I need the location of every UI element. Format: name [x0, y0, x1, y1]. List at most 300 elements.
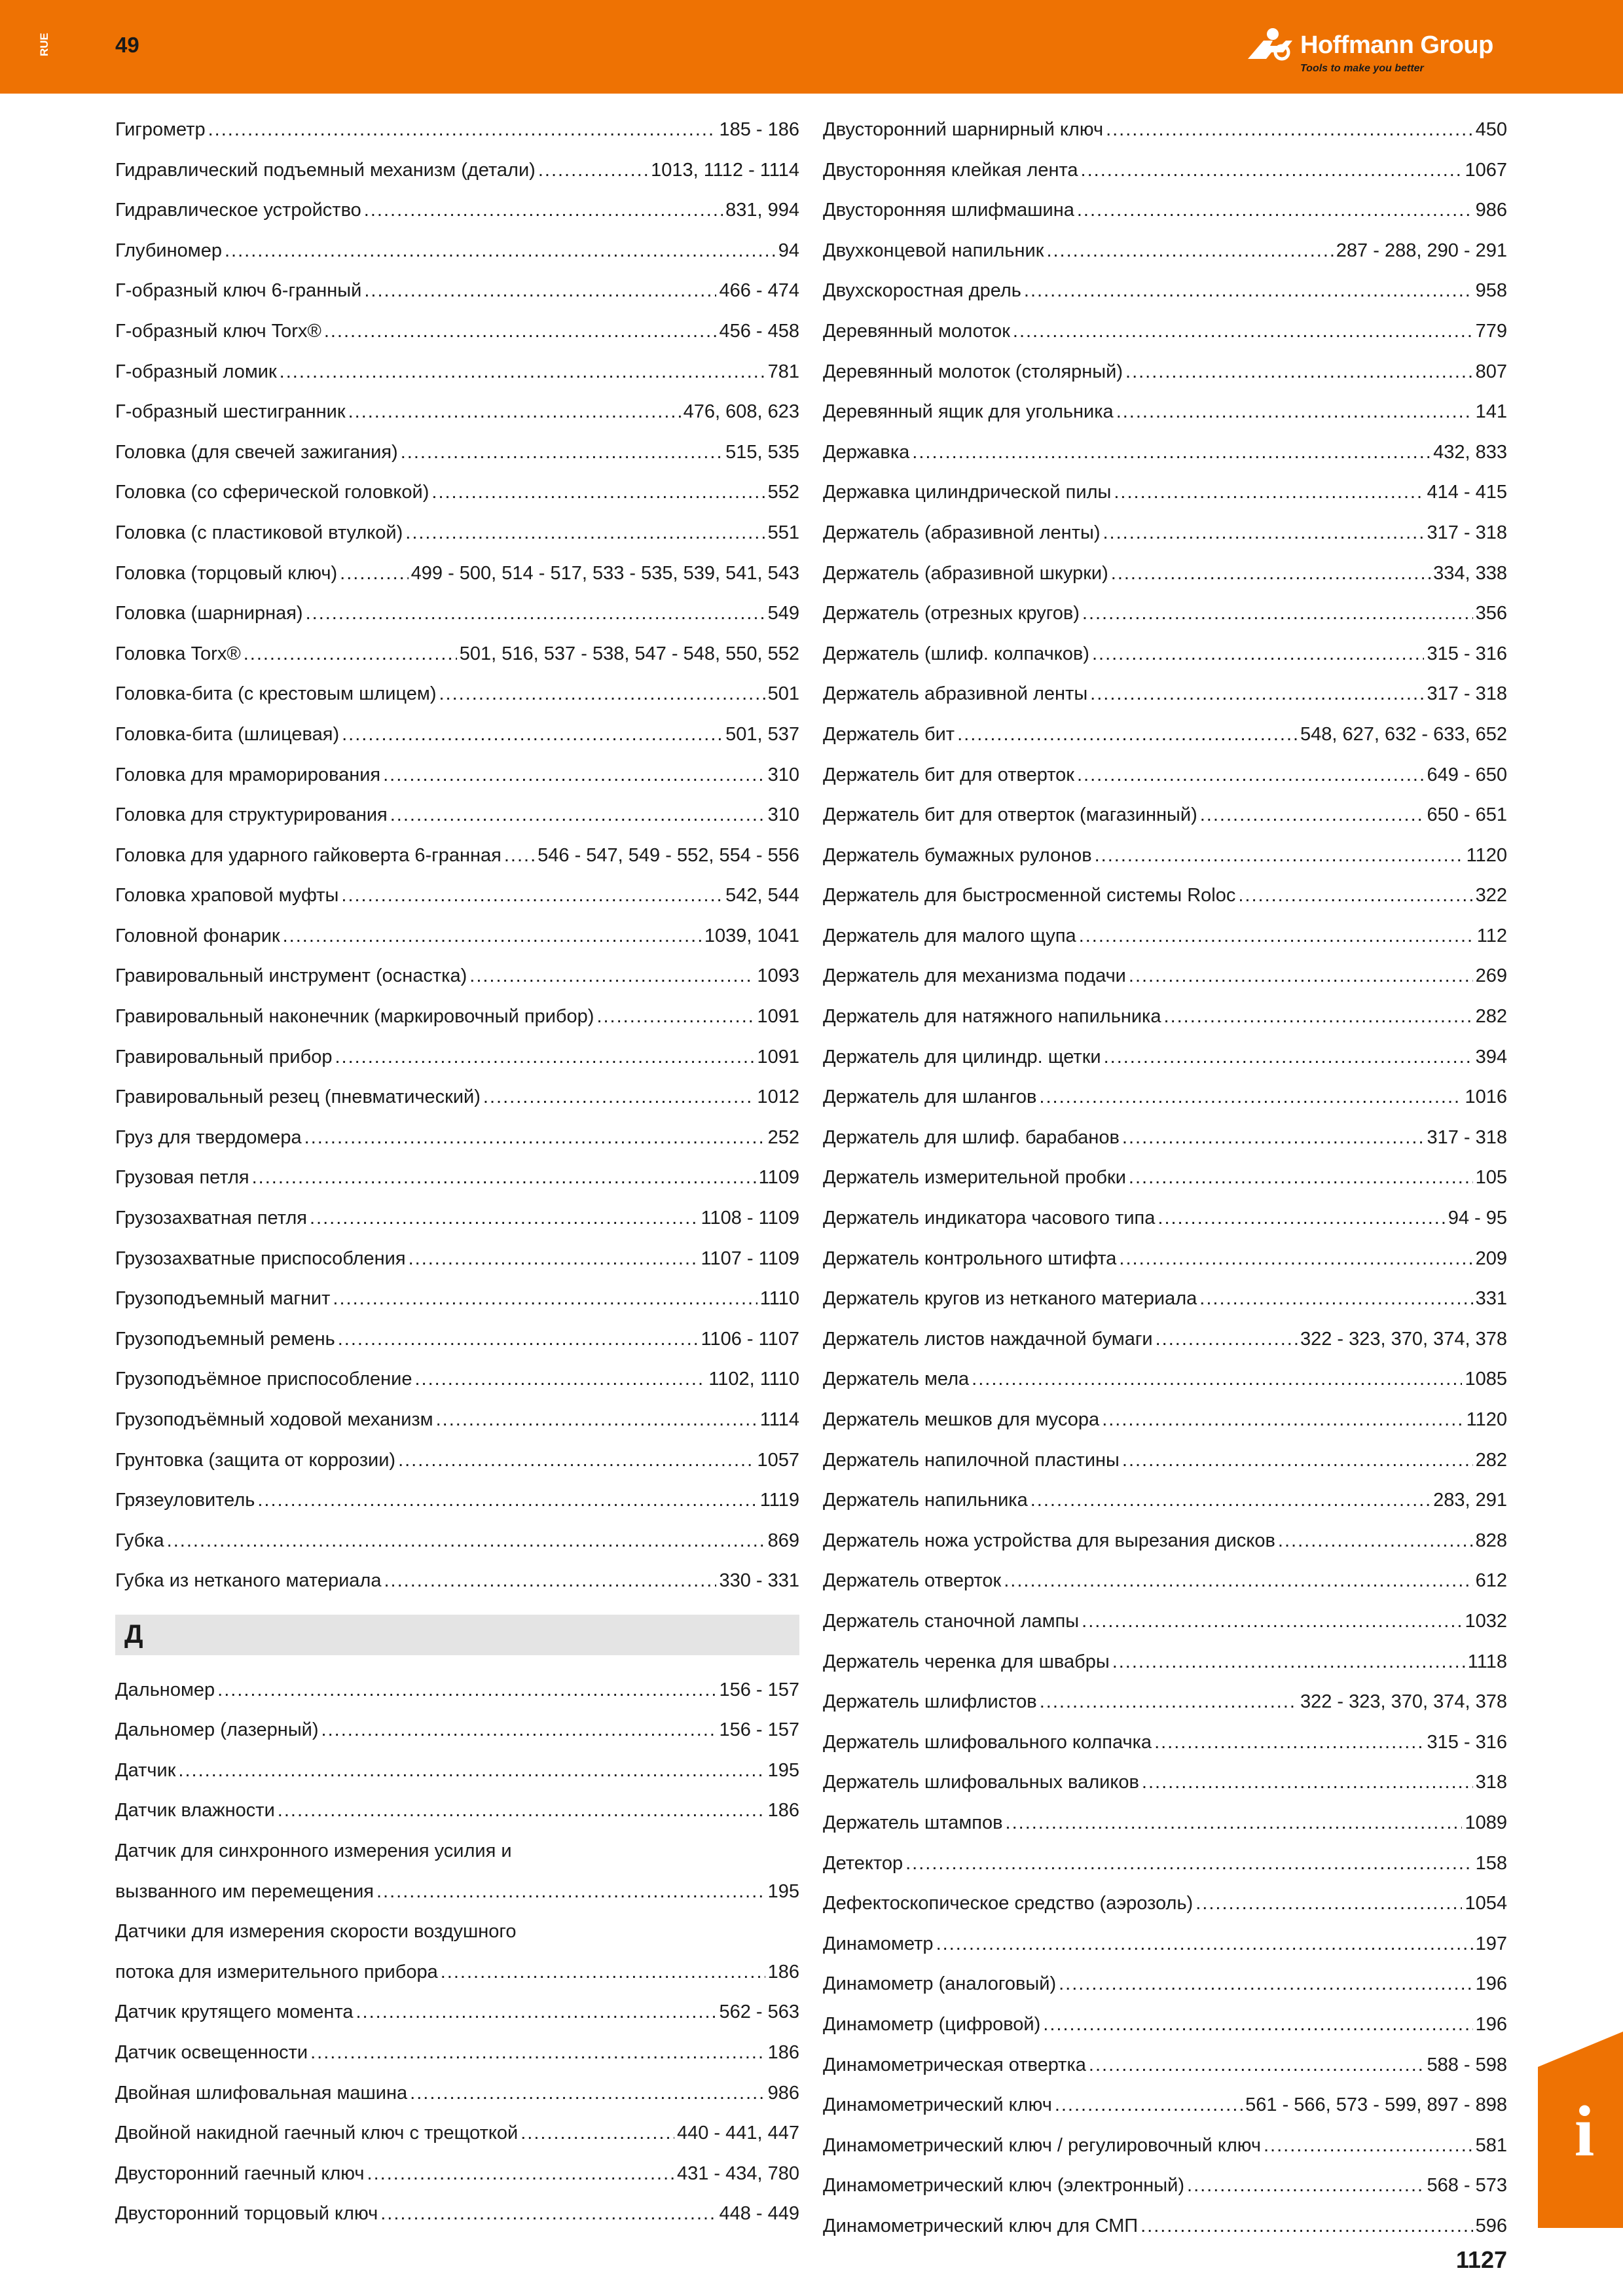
leader-dots [1122, 1118, 1425, 1158]
index-entry [115, 2033, 799, 2073]
index-pages: 581 [1475, 2134, 1507, 2156]
leader-dots [364, 190, 723, 231]
index-entry [823, 2085, 1507, 2126]
index-term: Держатель (шлиф. колпачков) [823, 643, 1089, 664]
index-pages: 195 [767, 1880, 799, 1902]
leader-dots [1104, 1037, 1473, 1078]
index-term: Двойной накидной гаечный ключ с трещоткой [115, 2123, 519, 2144]
index-entry [823, 352, 1507, 393]
index-entry [823, 1158, 1507, 1198]
index-pages: 1118 [1467, 1651, 1507, 1672]
index-term: Грунтовка (защита от коррозии) [115, 1449, 396, 1471]
index-pages: 456 - 458 [719, 320, 799, 342]
leader-dots [936, 1924, 1473, 1965]
index-entry [115, 1441, 799, 1481]
index-pages: 650 - 651 [1427, 804, 1507, 826]
page-header [0, 0, 1623, 94]
index-entry [823, 1682, 1507, 1723]
leader-dots [338, 1319, 699, 1360]
index-pages: 1089 [1465, 1812, 1507, 1833]
index-term: Двусторонняя шлифмашина [823, 200, 1074, 221]
index-pages: 1091 [757, 1046, 799, 1067]
leader-dots [1140, 2206, 1473, 2247]
index-term: Динамометрический ключ для СМП [823, 2215, 1139, 2236]
index-group-d [115, 1670, 799, 1831]
index-term: Двусторонняя клейкая лента [823, 159, 1078, 181]
leader-dots [341, 876, 723, 916]
index-entry [115, 231, 799, 272]
index-entry [115, 916, 799, 957]
index-entry [823, 1924, 1507, 1965]
leader-dots [225, 231, 776, 272]
index-pages: 282 [1475, 1006, 1507, 1028]
index-pages: 546 - 547, 549 - 552, 554 - 556 [538, 844, 799, 866]
index-pages: 1012 [757, 1086, 799, 1108]
leader-dots [1030, 1480, 1431, 1521]
leader-dots [1106, 110, 1473, 151]
index-entry [823, 674, 1507, 715]
index-term: Грузоподъемный ремень [115, 1328, 335, 1350]
index-term: Губка [115, 1530, 164, 1551]
leader-dots [364, 271, 716, 312]
index-entry [823, 1400, 1507, 1441]
leader-dots [972, 1359, 1462, 1400]
index-term: Динамометрический ключ (электронный) [823, 2175, 1185, 2197]
index-entry [115, 1239, 799, 1280]
index-pages: 1085 [1465, 1369, 1507, 1390]
index-pages: 356 [1475, 603, 1507, 624]
index-term: Двусторонний гаечный ключ [115, 2162, 365, 2184]
index-pages: 186 [767, 1961, 799, 1982]
index-entry [823, 594, 1507, 634]
leader-dots [538, 151, 648, 191]
index-term: Держатель шлифовальных валиков [823, 1772, 1139, 1793]
index-pages: 1091 [757, 1006, 799, 1028]
index-term: Держатель напилочной пластины [823, 1449, 1120, 1471]
index-term: Держатель шлифовального колпачка [823, 1731, 1152, 1753]
index-term: Деревянный молоток [823, 320, 1010, 342]
index-term: Державка [823, 441, 910, 463]
leader-dots [1122, 1441, 1473, 1481]
index-pages: 1107 - 1109 [701, 1247, 799, 1269]
brand-tagline: Tools to make you better [1300, 63, 1424, 74]
index-pages: 287 - 288, 290 - 291 [1336, 240, 1507, 261]
index-pages: 105 [1475, 1167, 1507, 1189]
leader-dots [1187, 2166, 1424, 2206]
leader-dots [1119, 1239, 1472, 1280]
index-pages: 807 [1475, 361, 1507, 382]
index-term: Держатель для быстросменной системы Roloc [823, 885, 1236, 906]
index-pages: 310 [767, 764, 799, 785]
index-term: Гравировальный прибор [115, 1046, 333, 1067]
index-entry [115, 876, 799, 916]
index-term: Держатель штампов [823, 1812, 1003, 1833]
index-term: Гравировальный резец (пневматический) [115, 1086, 481, 1108]
index-entry [823, 1359, 1507, 1400]
index-term: Головка Torx® [115, 643, 241, 664]
index-pages: 1109 [758, 1167, 799, 1189]
index-term: Держатель кругов из нетканого материала [823, 1288, 1197, 1310]
leader-dots [1200, 795, 1425, 836]
leader-dots [278, 1791, 765, 1831]
leader-dots [409, 1239, 699, 1280]
index-term: Держатель (абразивной шкурки) [823, 562, 1108, 584]
index-entry [115, 2194, 799, 2234]
index-pages: 317 - 318 [1427, 522, 1507, 543]
index-entry [115, 1710, 799, 1751]
index-entry [115, 997, 799, 1037]
leader-dots [504, 836, 535, 876]
index-term: Головной фонарик [115, 925, 280, 946]
index-pages: 414 - 415 [1427, 482, 1507, 503]
index-pages: 869 [767, 1530, 799, 1551]
leader-dots [398, 1441, 754, 1481]
index-term: вызванного им перемещения [115, 1880, 374, 1902]
index-term: Грузоподъёмное приспособление [115, 1369, 412, 1390]
index-entry [115, 1359, 799, 1400]
leader-dots [342, 715, 723, 755]
index-pages: 310 [767, 804, 799, 826]
index-pages: 317 - 318 [1427, 683, 1507, 705]
index-entry [115, 674, 799, 715]
index-term: Головка-бита (шлицевая) [115, 723, 340, 745]
index-pages: 322 - 323, 370, 374, 378 [1300, 1328, 1507, 1350]
leader-dots [1129, 1158, 1473, 1198]
leader-dots [280, 352, 765, 393]
leader-dots [596, 997, 754, 1037]
index-pages: 986 [1475, 200, 1507, 221]
index-pages: 322 - 323, 370, 374, 378 [1300, 1691, 1507, 1713]
index-term: Деревянный молоток (столярный) [823, 361, 1123, 382]
index-term: Динамометр (цифровой) [823, 2013, 1041, 2035]
index-entry [823, 1279, 1507, 1319]
leader-dots [1013, 312, 1473, 352]
index-pages: 185 - 186 [719, 119, 799, 140]
index-pages: 394 [1475, 1046, 1507, 1067]
index-term: Головка (для свечей зажигания) [115, 441, 398, 463]
index-term: Держатель измерительной пробки [823, 1167, 1126, 1189]
index-group-g [115, 110, 799, 1602]
index-term: Держатель листов наждачной бумаги [823, 1328, 1153, 1350]
leader-dots [1103, 513, 1424, 554]
index-entry [115, 2113, 799, 2154]
index-term: Держатель для цилиндр. щетки [823, 1046, 1101, 1067]
index-entry [115, 1118, 799, 1158]
leader-dots [217, 1670, 716, 1711]
index-term: Держатель для малого щупа [823, 925, 1076, 946]
index-entry [823, 110, 1507, 151]
index-pages: 781 [767, 361, 799, 382]
leader-dots [401, 433, 723, 473]
index-entry [823, 1077, 1507, 1118]
index-pages: 1054 [1465, 1893, 1507, 1914]
index-entry [115, 836, 799, 876]
leader-dots [283, 916, 702, 957]
index-term: Держатель бит для отверток [823, 764, 1074, 785]
index-term: Г-образный шестигранник [115, 401, 346, 423]
index-term: Держатель напильника [823, 1490, 1028, 1511]
index-entry [823, 1319, 1507, 1360]
leader-dots [439, 674, 765, 715]
index-entry [823, 271, 1507, 312]
index-entry [823, 312, 1507, 352]
index-term: Грузоподъёмный ходовой механизм [115, 1409, 433, 1430]
index-entry [823, 1239, 1507, 1280]
leader-dots [957, 715, 1298, 755]
index-entry [115, 352, 799, 393]
leader-dots [1102, 1400, 1463, 1441]
leader-dots [1199, 1279, 1472, 1319]
index-entry [115, 110, 799, 151]
leader-dots [1129, 956, 1473, 997]
index-term: Головка (шарнирная) [115, 603, 303, 624]
index-term: Датчик влажности [115, 1800, 275, 1821]
leader-dots [1055, 2085, 1243, 2126]
index-term: Держатель для шлангов [823, 1086, 1037, 1108]
index-entry [115, 2154, 799, 2195]
index-entry [823, 1198, 1507, 1239]
index-term: Дальномер [115, 1679, 215, 1700]
leader-dots [1116, 392, 1473, 433]
index-pages: 779 [1475, 320, 1507, 342]
index-column-left [115, 110, 799, 2234]
index-pages: 186 [767, 2041, 799, 2063]
index-entry [115, 1158, 799, 1198]
index-pages: 331 [1475, 1288, 1507, 1310]
leader-dots [324, 312, 717, 352]
leader-dots [483, 1077, 755, 1118]
index-term: Держатель станочной лампы [823, 1610, 1080, 1632]
index-entry [115, 795, 799, 836]
language-tag: RUE [38, 33, 50, 56]
leader-dots [441, 1952, 765, 1993]
leader-dots [367, 2154, 674, 2195]
index-pages: 1110 [759, 1288, 799, 1310]
index-pages: 542, 544 [725, 885, 799, 906]
index-pages: 196 [1475, 1973, 1507, 1995]
index-pages: 269 [1475, 965, 1507, 987]
index-entry [823, 1602, 1507, 1642]
index-pages: 549 [767, 603, 799, 624]
leader-dots [1006, 1803, 1463, 1844]
index-term: Держатель для шлиф. барабанов [823, 1126, 1120, 1148]
leader-dots [1046, 231, 1333, 272]
index-entry [823, 956, 1507, 997]
index-term: Деревянный ящик для угольника [823, 401, 1114, 423]
index-entry [115, 151, 799, 191]
index-pages: 186 [767, 1800, 799, 1821]
index-entry [115, 513, 799, 554]
index-entry [823, 755, 1507, 796]
leader-dots [304, 1118, 765, 1158]
index-term: Держатель ножа устройства для вырезания дисков [823, 1530, 1275, 1551]
hoffmann-logo-icon [1244, 26, 1296, 63]
index-entry [823, 795, 1507, 836]
index-entry-continued: Датчик для синхронного измерения усилия и [115, 1840, 512, 1861]
index-term: Головка-бита (с крестовым шлицем) [115, 683, 437, 705]
index-pages: 499 - 500, 514 - 517, 533 - 535, 539, 541, 543 [410, 562, 799, 584]
index-entry [823, 2206, 1507, 2247]
leader-dots [905, 1844, 1472, 1884]
index-entry [115, 1751, 799, 1791]
index-term: Гидравлическое устройство [115, 200, 361, 221]
index-pages: 1120 [1466, 1409, 1507, 1430]
index-pages: 432, 833 [1433, 441, 1507, 463]
leader-dots [1154, 1723, 1424, 1763]
index-entry [115, 1037, 799, 1078]
leader-dots [1004, 1561, 1472, 1602]
index-pages: 450 [1475, 119, 1507, 140]
index-entry [823, 715, 1507, 755]
leader-dots [167, 1521, 765, 1562]
index-pages: 1013, 1112 - 1114 [651, 159, 799, 181]
index-term: Держатель мела [823, 1369, 970, 1390]
index-entry [823, 876, 1507, 916]
leader-dots [356, 1992, 716, 2033]
index-pages: 315 - 316 [1427, 643, 1507, 664]
index-pages: 440 - 441, 447 [676, 2123, 799, 2144]
leader-dots [383, 755, 765, 796]
index-term: Грязеуловитель [115, 1490, 255, 1511]
index-entry [115, 271, 799, 312]
index-term: Динамометр [823, 1933, 934, 1954]
index-pages: 828 [1475, 1530, 1507, 1551]
index-term: Г-образный ломик [115, 361, 277, 382]
leader-dots [1125, 352, 1473, 393]
index-entry [823, 554, 1507, 594]
index-pages: 1120 [1466, 844, 1507, 866]
index-pages: 551 [767, 522, 799, 543]
index-entry [823, 1723, 1507, 1763]
chapter-number: 49 [115, 33, 139, 57]
leader-dots [1195, 1884, 1462, 1924]
leader-dots [335, 1037, 754, 1078]
index-entry [823, 513, 1507, 554]
index-term: Глубиномер [115, 240, 222, 261]
index-group-d-right [823, 110, 1507, 2246]
index-entry [115, 473, 799, 513]
index-pages: 548, 627, 632 - 633, 652 [1300, 723, 1507, 745]
index-entry [115, 190, 799, 231]
index-term: Датчик освещенности [115, 2041, 308, 2063]
leader-dots [1039, 1077, 1462, 1118]
index-pages: 156 - 157 [719, 1679, 799, 1700]
index-entry [823, 836, 1507, 876]
leader-dots [1082, 594, 1473, 634]
leader-dots [390, 795, 765, 836]
index-entry [115, 392, 799, 433]
index-term: Двусторонний торцовый ключ [115, 2203, 378, 2225]
index-pages: 501, 516, 537 - 538, 547 - 548, 550, 552 [459, 643, 799, 664]
leader-dots [405, 513, 765, 554]
index-term: Двойная шлифовальная машина [115, 2082, 408, 2104]
index-pages: 334, 338 [1433, 562, 1507, 584]
index-pages: 282 [1475, 1449, 1507, 1471]
index-term: Держатель абразивной ленты [823, 683, 1088, 705]
leader-dots [257, 1480, 757, 1521]
leader-dots [1095, 836, 1464, 876]
leader-dots [1264, 2126, 1473, 2166]
leader-dots [1081, 151, 1463, 191]
index-pages: 317 - 318 [1427, 1126, 1507, 1148]
leader-dots [469, 956, 754, 997]
index-term: Держатель бит [823, 723, 955, 745]
index-term: Головка храповой муфты [115, 885, 339, 906]
index-term: Гравировальный наконечник (маркировочный прибор) [115, 1006, 594, 1028]
index-term: Головка (с пластиковой втулкой) [115, 522, 403, 543]
index-pages: 1016 [1465, 1086, 1507, 1108]
index-pages: 552 [767, 482, 799, 503]
index-entry [115, 715, 799, 755]
index-term: Груз для твердомера [115, 1126, 302, 1148]
index-pages: 330 - 331 [719, 1570, 799, 1592]
index-term: Держатель для механизма подачи [823, 965, 1126, 987]
index-term: Г-образный ключ Torx® [115, 320, 321, 342]
index-entry [115, 1319, 799, 1360]
index-entry [823, 1480, 1507, 1521]
index-entry [823, 1521, 1507, 1562]
index-term: Держатель бит для отверток (магазинный) [823, 804, 1197, 826]
index-pages: 588 - 598 [1427, 2054, 1507, 2075]
index-term: Головка для ударного гайковерта 6-гранная [115, 844, 501, 866]
leader-dots [912, 433, 1431, 473]
index-pages: 156 - 157 [719, 1719, 799, 1741]
index-pages: 141 [1475, 401, 1507, 423]
index-term: Держатель для натяжного напильника [823, 1006, 1161, 1028]
index-entry [115, 634, 799, 675]
leader-dots [1082, 1602, 1462, 1642]
index-pages: 322 [1475, 885, 1507, 906]
index-entry [115, 1198, 799, 1239]
index-pages: 431 - 434, 780 [676, 2162, 799, 2184]
index-pages: 1108 - 1109 [701, 1208, 799, 1229]
index-pages: 1119 [759, 1490, 799, 1511]
leader-dots [306, 594, 765, 634]
section-letter-band: Д [115, 1615, 799, 1655]
index-pages: 831, 994 [725, 200, 799, 221]
index-entry [115, 1952, 799, 1993]
index-entry [115, 1791, 799, 1831]
leader-dots [1111, 554, 1431, 594]
index-entry [823, 1037, 1507, 1078]
index-term: Г-образный ключ 6-гранный [115, 280, 362, 302]
index-term: Держатель бумажных рулонов [823, 844, 1092, 866]
index-pages: 94 [778, 240, 799, 261]
index-entry [115, 956, 799, 997]
leader-dots [1043, 2005, 1472, 2045]
index-pages: 448 - 449 [719, 2203, 799, 2225]
leader-dots [321, 1710, 717, 1751]
index-entry [823, 1642, 1507, 1683]
index-term: Динамометрическая отвертка [823, 2054, 1086, 2075]
index-pages: 1106 - 1107 [701, 1328, 799, 1350]
index-term: Гигрометр [115, 119, 206, 140]
index-pages: 318 [1475, 1772, 1507, 1793]
leader-dots [252, 1158, 756, 1198]
index-entry [115, 1480, 799, 1521]
leader-dots [1156, 1319, 1298, 1360]
index-entry [823, 916, 1507, 957]
leader-dots [1114, 473, 1424, 513]
leader-dots [410, 2073, 765, 2114]
index-entry [823, 190, 1507, 231]
index-pages: 197 [1475, 1933, 1507, 1954]
index-pages: 1093 [757, 965, 799, 987]
index-pages: 958 [1475, 280, 1507, 302]
index-term: Динамометр (аналоговый) [823, 1973, 1057, 1995]
index-pages: 283, 291 [1433, 1490, 1507, 1511]
brand-name: Hoffmann Group [1300, 31, 1493, 59]
